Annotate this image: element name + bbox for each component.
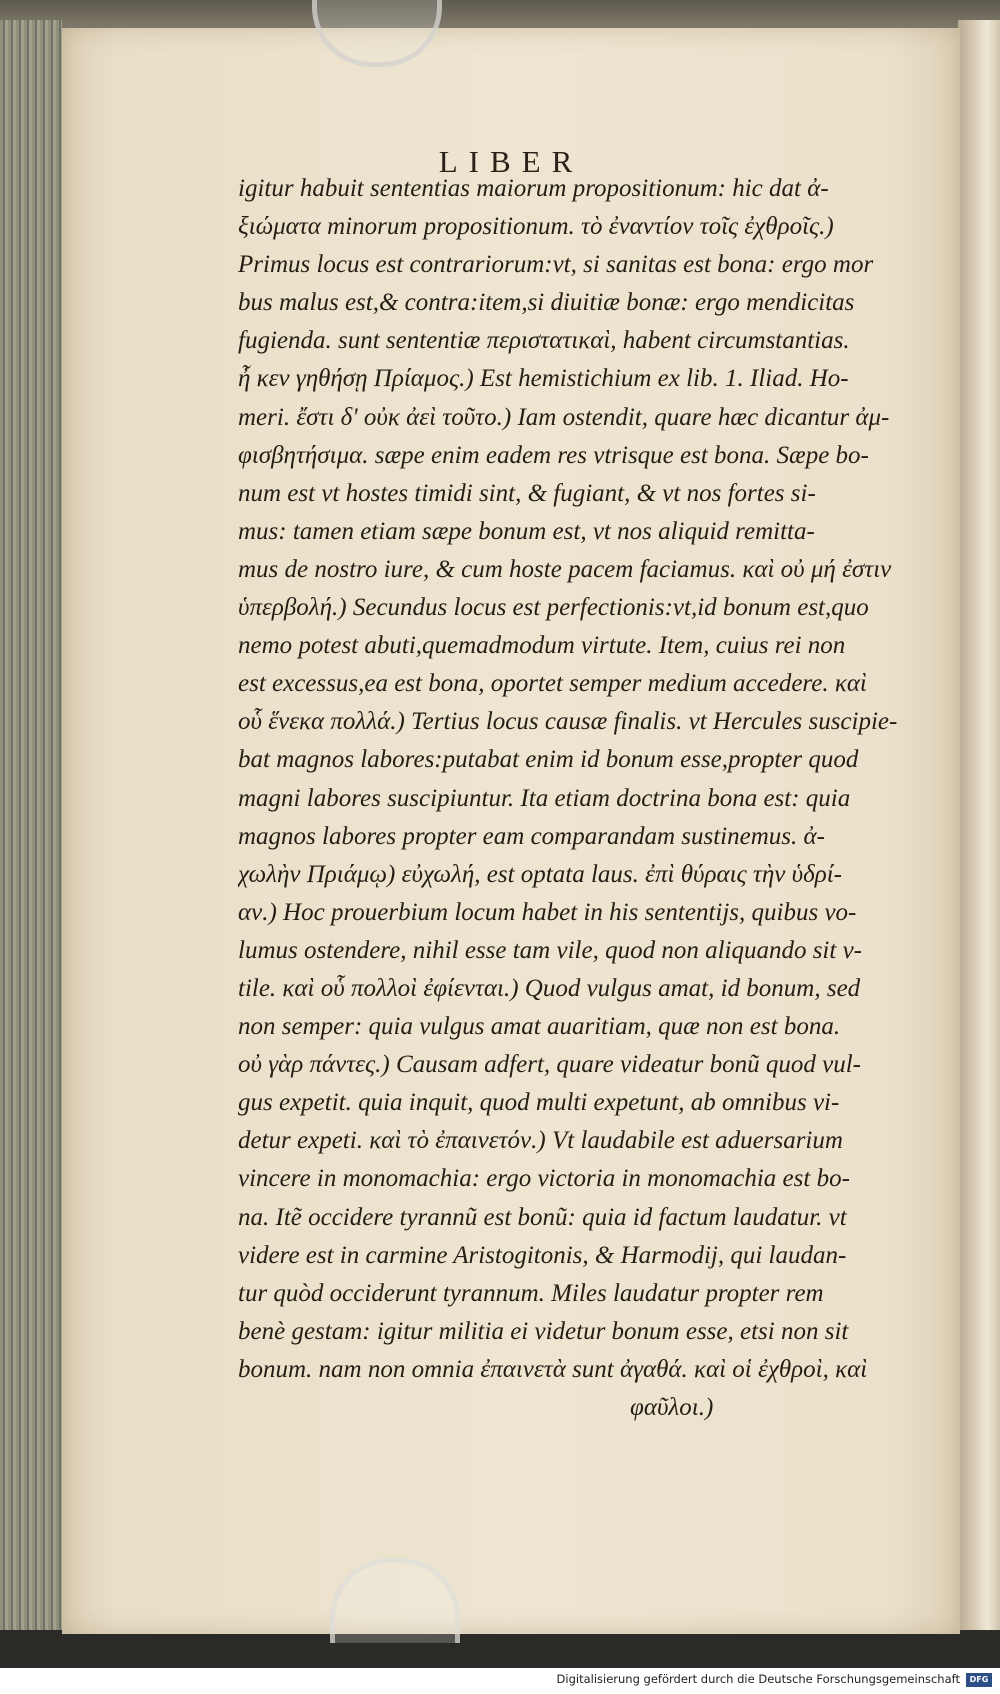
text-line: bat magnos labores:putabat enim id bonum esse,propter quod	[238, 746, 859, 774]
text-line: ξιώματα minorum propositionum. τὸ ἐναντίον τοῖς ἐχθροῖς.)	[238, 213, 834, 241]
text-line: detur expeti. καὶ τὸ ἐπαινετόν.) Vt laudabile est aduersarium	[238, 1127, 843, 1155]
text-line: mus de nostro iure, & cum hoste pacem faciamus. καὶ οὐ μή ἐστιν	[238, 555, 892, 583]
text-line: magnos labores propter eam comparandam sustinemus. ἀ-	[238, 822, 825, 850]
text-block	[238, 170, 998, 1427]
text-line: tur quòd occiderunt tyrannum. Miles laudatur propter rem	[238, 1279, 824, 1307]
text-line: videre est in carmine Aristogitonis, & Harmodij, qui laudan-	[238, 1241, 847, 1269]
text-line: φαῦλοι.)	[630, 1394, 714, 1421]
text-line: ἦ κεν γηθήσῃ Πρίαμος.) Est hemistichium ex lib. 1. Iliad. Ho-	[238, 365, 849, 393]
text-line: na. Itẽ occidere tyrannũ est bonũ: quia id factum laudatur. vt	[238, 1203, 847, 1231]
text-line: bonum. nam non omnia ἐπαινετὰ sunt ἀγαθά. καὶ οἱ ἐχθροὶ, καὶ	[238, 1355, 868, 1383]
funding-credit: Digitalisierung gefördert durch die Deutsche Forschungsgemeinschaft	[556, 1672, 960, 1686]
text-line: fugienda. sunt sententiæ περιστατικαὶ, habent circumstantias.	[238, 327, 850, 355]
text-line: gus expetit. quia inquit, quod multi expetunt, ab omnibus vi-	[238, 1089, 840, 1117]
text-line: bus malus est,& contra:item,si diuitiæ bonæ: ergo mendicitas	[238, 289, 855, 317]
text-line: ὑπερβολή.) Secundus locus est perfectionis:vt,id bonum est,quo	[238, 594, 869, 622]
book-page	[62, 28, 960, 1634]
text-line: est excessus,ea est bona, oportet semper medium accedere. καὶ	[238, 670, 867, 698]
text-line: meri. ἔστι δ' οὐκ ἀεὶ τοῦτο.) Iam ostendit, quare hæc dicantur ἀμ-	[238, 403, 890, 431]
text-line: χωλὴν Πριάμῳ) εὐχωλή, est optata laus. ἐπὶ θύραις τὴν ὑδρί-	[238, 860, 842, 888]
text-line: non semper: quia vulgus amat auaritiam, quæ non est bona.	[238, 1013, 841, 1041]
text-line: vincere in monomachia: ergo victoria in monomachia est bo-	[238, 1165, 850, 1193]
book-page-edges-left	[0, 20, 62, 1630]
dfg-logo-icon: DFG	[966, 1673, 992, 1687]
text-line: αν.) Hoc prouerbium locum habet in his sententijs, quibus vo-	[238, 898, 857, 926]
text-line: φισβητήσιμα. sæpe enim eadem res vtrisque est bona. Sæpe bo-	[238, 441, 869, 469]
text-line: nemo potest abuti,quemadmodum virtute. Item, cuius rei non	[238, 632, 846, 660]
text-line: οὗ ἕνεκα πολλά.) Tertius locus causæ finalis. vt Hercules suscipie-	[238, 708, 898, 736]
digitization-footer	[0, 1668, 1000, 1694]
text-line: οὐ γὰρ πάντες.) Causam adfert, quare videatur bonũ quod vul-	[238, 1051, 861, 1079]
text-line: Primus locus est contrariorum:vt, si sanitas est bona: ergo mor	[238, 251, 874, 279]
text-line: igitur habuit sententias maiorum propositionum: hic dat ἀ-	[238, 175, 829, 202]
text-line: num est vt hostes timidi sint, & fugiant, & vt nos fortes si-	[238, 479, 816, 507]
text-line: magni labores suscipiuntur. Ita etiam doctrina bona est: quia	[238, 784, 851, 812]
text-line: tile. καὶ οὗ πολλοὶ ἐφίενται.) Quod vulgus amat, id bonum, sed	[238, 974, 861, 1002]
text-line: benè gestam: igitur militia ei videtur bonum esse, etsi non sit	[238, 1317, 849, 1345]
text-line: lumus ostendere, nihil esse tam vile, quod non aliquando sit v-	[238, 936, 862, 964]
text-line: mus: tamen etiam sæpe bonum est, vt nos aliquid remitta-	[238, 517, 815, 545]
running-head: LIBER	[438, 144, 584, 179]
